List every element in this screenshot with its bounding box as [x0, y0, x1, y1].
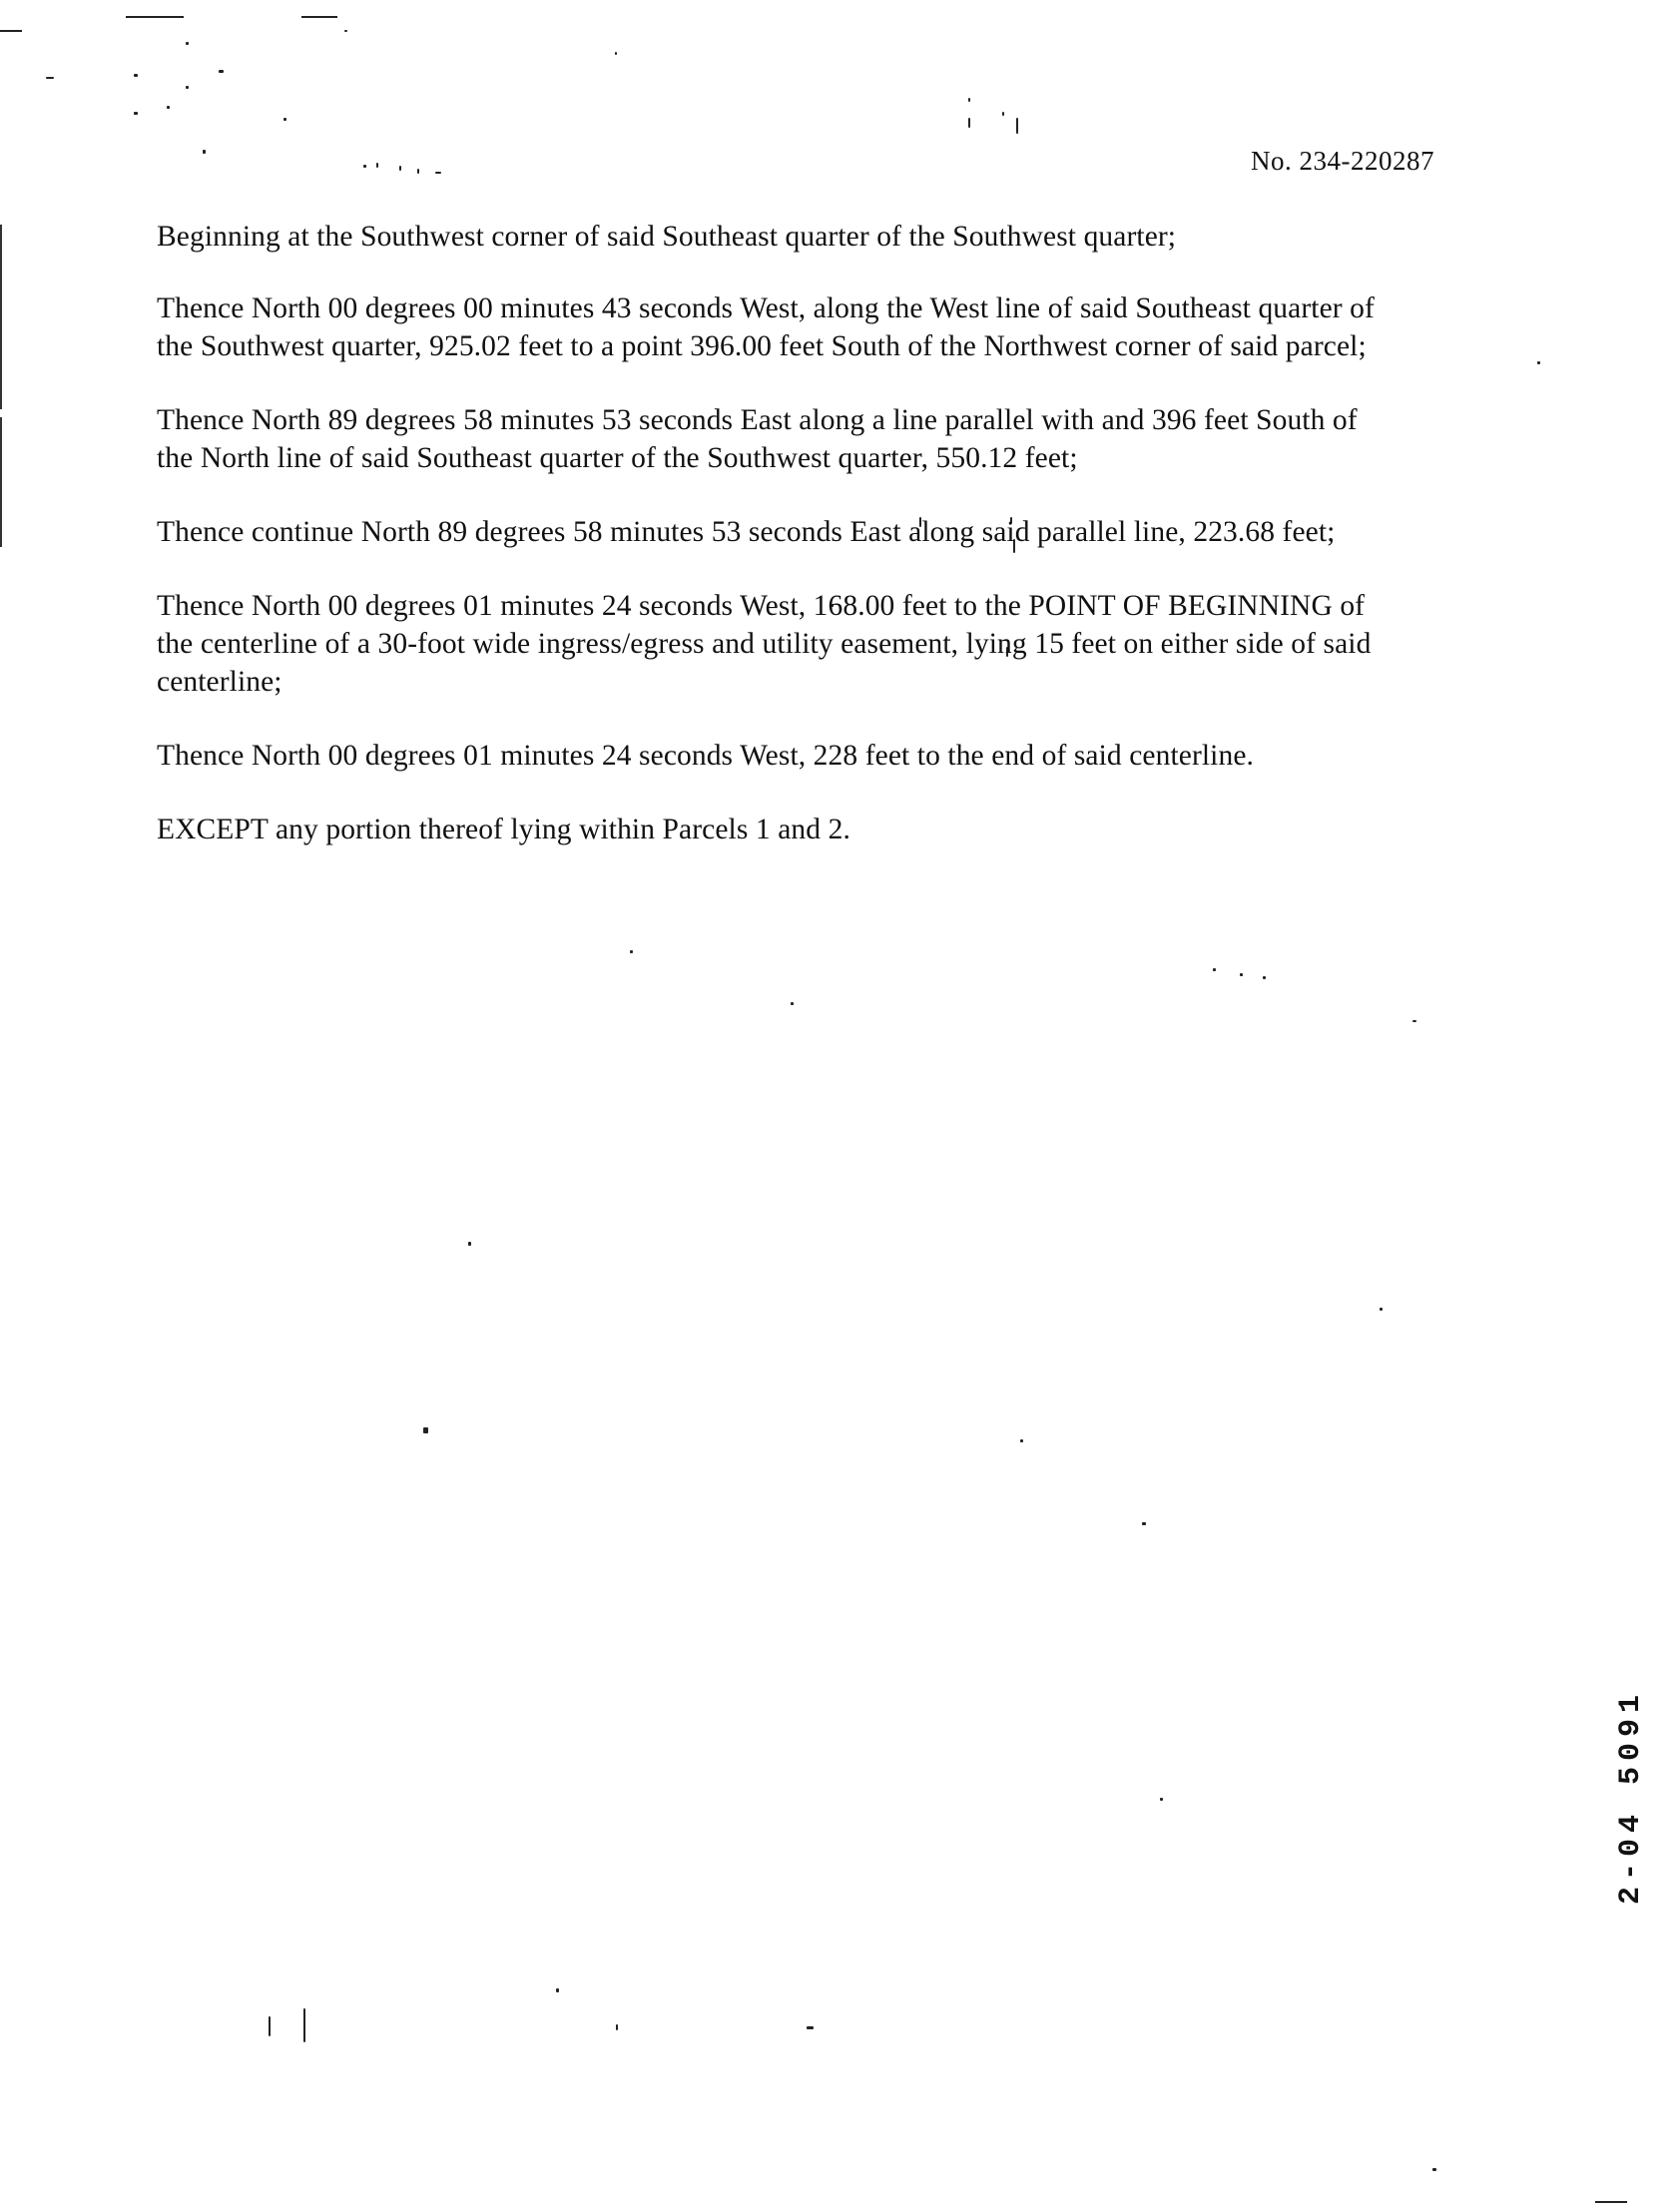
scan-speck: [968, 98, 970, 102]
scan-speck: [968, 118, 970, 128]
scan-speck: [283, 118, 286, 121]
scan-speck: [344, 30, 347, 32]
scan-speck: [1412, 1020, 1416, 1022]
paragraph-course-3: Thence continue North 89 degrees 58 minutes 53 seconds East along said parallel line, 223.68 feet;: [157, 516, 1336, 548]
paragraph-exception: EXCEPT any portion thereof lying within Parcels 1 and 2.: [157, 814, 850, 845]
scan-speck: [1213, 968, 1216, 971]
scan-speck: [376, 163, 378, 168]
scan-speck: [423, 1427, 428, 1433]
paragraph-beginning: Beginning at the Southwest corner of said Southeast quarter of the Southwest quarter;: [157, 221, 1177, 253]
paragraph-course-4: Thence North 00 degrees 01 minutes 24 seconds West, 168.00 feet to the POINT OF BEGINNING of the centerline of a 30-foot wide ingress/egress and utility easement, lying 15 feet on either side of said centerline;: [157, 590, 1372, 698]
scan-speck: [269, 2016, 271, 2036]
scan-speck: [1263, 976, 1266, 979]
recording-stamp: [1614, 1582, 1662, 1922]
scan-speck: [134, 112, 138, 115]
scan-speck: [1432, 2168, 1436, 2171]
scan-margin-bar: [0, 417, 2, 547]
scan-speck: [303, 2008, 305, 2042]
scan-speck: [615, 52, 617, 55]
scan-speck: [134, 74, 138, 77]
scan-speck: [616, 2024, 618, 2030]
scan-speck: [219, 70, 224, 73]
scan-speck: [807, 2026, 814, 2029]
scan-speck: [203, 150, 206, 154]
scan-speck: [363, 165, 366, 168]
scan-speck: [1160, 1798, 1163, 1801]
scan-speck: [186, 86, 189, 89]
scan-rule-top-1: [126, 16, 184, 18]
scan-speck: [1016, 118, 1018, 134]
document-number: No. 234-220287: [1251, 146, 1434, 176]
scan-speck: [1240, 973, 1243, 976]
scan-rule-bottom: [1595, 2201, 1627, 2203]
scan-speck: [1020, 1439, 1023, 1442]
paragraph-course-2: Thence North 89 degrees 58 minutes 53 seconds East along a line parallel with and 396 feet South of the North line of said Southeast quarter of the Southwest quarter, 550.12 feet;: [157, 404, 1358, 474]
svg-text:2-04 5091: 2-04 5091: [1614, 1688, 1648, 1905]
scan-speck: [791, 1002, 794, 1005]
scan-speck: [399, 166, 401, 171]
scan-speck: [417, 169, 419, 174]
scan-speck: [1380, 1308, 1383, 1311]
scan-rule-top-left: [0, 30, 22, 32]
paragraph-course-5: Thence North 00 degrees 01 minutes 24 seconds West, 228 feet to the end of said centerline.: [157, 740, 1255, 772]
scan-speck: [556, 1988, 559, 1992]
scan-speck: [1142, 1522, 1146, 1525]
legal-description: [157, 218, 1385, 884]
scan-speck: [1002, 112, 1004, 116]
scan-speck: [468, 1242, 471, 1246]
scan-margin-bar: [0, 225, 2, 409]
paragraph-course-1: Thence North 00 degrees 00 minutes 43 seconds West, along the West line of said Southeast quarter of the Southwest quarter, 925.02 feet to a point 396.00 feet South of the Northwest corner of said parcel;: [157, 292, 1375, 362]
scan-speck: [1537, 361, 1540, 364]
scan-speck: [630, 950, 633, 953]
scan-speck: [435, 172, 441, 174]
scan-speck: [186, 42, 189, 45]
scan-speck: [167, 106, 170, 109]
scan-speck: [46, 77, 54, 79]
scan-rule-top-2: [301, 16, 337, 18]
